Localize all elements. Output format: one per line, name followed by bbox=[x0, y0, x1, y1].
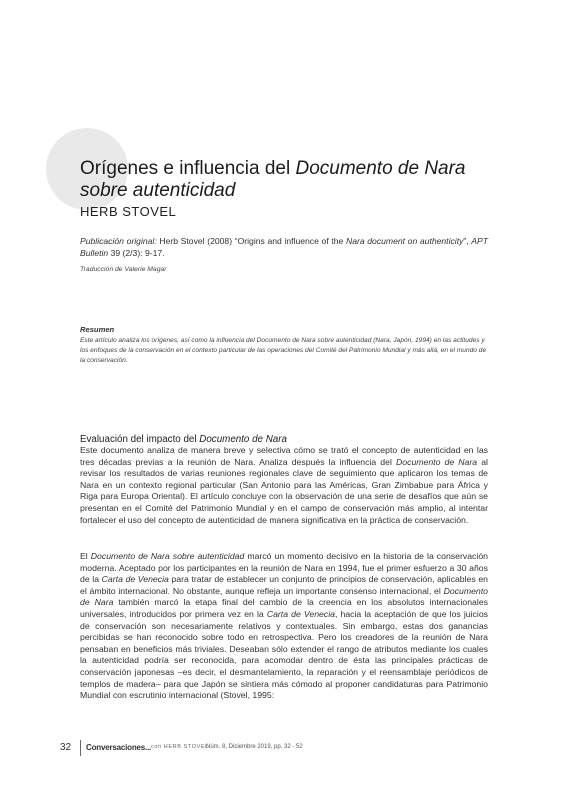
footer-author: con HERB STOVEL bbox=[151, 744, 209, 750]
original-publication: Publicación original: Herb Stovel (2008) “Origins and influence of the Nara document on authenticity”, APT Bulletin 39 (2/3): 9-17. bbox=[80, 236, 489, 258]
page-footer bbox=[60, 740, 480, 756]
section-heading: Evaluación del impacto del Documento de Nara bbox=[80, 434, 287, 445]
translation-credit: Traducción de Valerie Magar bbox=[80, 266, 167, 273]
issue-info: Núm. 8, Diciembre 2019, pp. 32 - 52 bbox=[206, 744, 303, 750]
page-number: 32 bbox=[60, 742, 72, 753]
paragraph-2: El Documento de Nara sobre autenticidad marcó un momento decisivo en la historia de la conservación moderna. Aceptado por los participantes en la reunión de Nara en 1994, fue el primer esfuerzo a 30 años de la Carta de Venecia para tratar de establecer un conjunto de principios de conservación, aplicables en el ámbito internacional. No obstante, aunque refleja un importante consenso internacional, el Documento de Nara también marcó la etapa final del cambio de la creencia en los absolutos internacionales universales, introducidos por primera vez en la Carta de Venecia, hacia la aceptación de que los juicios de conservación son necesariamente relativos y contextuales. Sin embargo, estas dos ganancias percibidas se han reconocido sobre todo en retrospectiva. Pero los creadores de la reunión de Nara pensaban en beneficios más triviales. Deseaban sólo extender el rango de atributos mediante los cuales la autenticidad podría ser reconocida, para acomodar dentro de ésta las principales prácticas de conservación japonesas –es decir, el desmantelamiento, la reparación y el reensamblaje periódicos de templos de madera– para que Japón se sintiera más cómodo al proponer candidaturas para Patrimonio Mundial con escrutinio internacional (Stovel, 1995: bbox=[80, 551, 489, 701]
author-name: HERB STOVEL bbox=[80, 204, 177, 219]
footer-divider bbox=[80, 740, 81, 756]
abstract-heading: Resumen bbox=[80, 325, 115, 334]
paragraph-1: Este documento analiza de manera breve y selectiva cómo se trató el concepto de autenticidad en las tres décadas previas a la reunión de Nara. Analiza después la influencia del Documento de Nara al revisar los resultados de varias reuniones regionales clave de seguimiento que aplicaron los temas de Nara en un contexto regional particular (San Antonio para las Américas, Gran Zimbabue para África y Riga para Europa Oriental). El artículo concluye con la observación de una serie de desafíos que aún se presentan en el Comité del Patrimonio Mundial y en el campo de conservación más amplio, al intentar fortalecer el uso del concepto de autenticidad de manera significativa en la práctica de conservación. bbox=[80, 445, 488, 525]
abstract-text: Este artículo analiza los orígenes, así como la influencia del Documento de Nara sobre autenticidad (Nara, Japón, 1994) en las actitudes y los enfoques de la conservación en el contexto particular de las operaciones del Comité del Patrimonio Mundial y más allá, en el mundo de la conservación. bbox=[80, 337, 487, 364]
article-title: Orígenes e influencia del Documento de Nara sobre autenticidad bbox=[80, 158, 466, 201]
journal-name: Conversaciones... bbox=[86, 743, 152, 752]
